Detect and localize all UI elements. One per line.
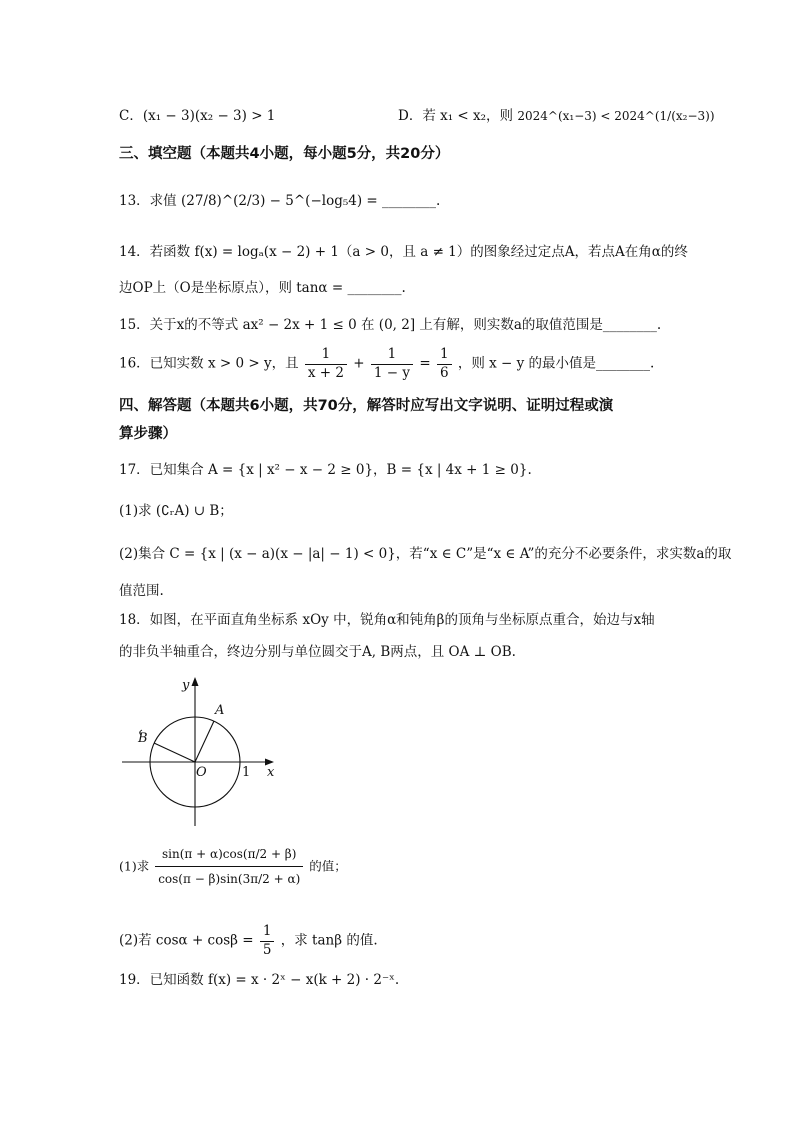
segment-oa xyxy=(195,721,214,762)
question-17-part2-line2: 值范围. xyxy=(119,583,164,599)
question-16-suffix: ，则 x − y 的最小值是________. xyxy=(457,355,655,372)
label-b: B xyxy=(138,731,148,746)
question-17-part1: (1)求 (∁ᵣA) ∪ B； xyxy=(119,503,233,519)
question-17-stem: 17．已知集合 A = {x | x² − x − 2 ≥ 0}，B = {x | 4x + 1 ≥ 0}. xyxy=(119,462,532,478)
section-4-title-line1: 四、解答题（本题共6小题，共70分，解答时应写出文字说明、证明过程或演 xyxy=(119,398,614,414)
label-one: 1 xyxy=(242,765,251,780)
section-3-title: 三、填空题（本题共4小题，每小题5分，共20分） xyxy=(119,146,450,162)
question-19: 19．已知函数 f(x) = x · 2ˣ − x(k + 2) · 2⁻ˣ. xyxy=(119,972,400,988)
label-a: A xyxy=(215,703,225,718)
y-axis-arrow xyxy=(192,677,199,686)
unit-circle-figure xyxy=(118,672,288,832)
question-18-part2 xyxy=(119,925,378,957)
question-18-line1: 18．如图，在平面直角坐标系 xOy 中，锐角α和钝角β的顶角与坐标原点重合，始边与x轴 xyxy=(119,612,655,628)
question-18-part1 xyxy=(119,848,347,885)
question-15: 15．关于x的不等式 ax² − 2x + 1 ≤ 0 在 (0, 2] 上有解，则实数a的取值范围是________. xyxy=(119,317,662,333)
segment-ob xyxy=(154,743,195,762)
label-x: x xyxy=(267,765,275,780)
question-18-line2: 的非负半轴重合，终边分别与单位圆交于A, B两点，且 OA ⊥ OB. xyxy=(119,644,516,660)
question-16-prefix: 16．已知实数 x > 0 > y，且 xyxy=(119,355,299,372)
fraction-1: $\frac{1}{x + 2}$ xyxy=(305,348,347,380)
option-d-prefix: D．若 x₁ < x₂，则 xyxy=(398,108,514,124)
question-18-part2-suffix: ，求 tanβ 的值. xyxy=(280,932,378,949)
question-13: 13．求值 (27/8)^(2/3) − 5^(−log₅4) = ________. xyxy=(119,193,441,209)
question-18-part2-prefix: (2)若 cosα + cosβ = xyxy=(119,932,254,949)
question-14-line2: 边OP上（O是坐标原点），则 tanα = ________. xyxy=(119,280,406,296)
fraction-2: $\frac{1}{1 - y}$ xyxy=(371,348,413,380)
question-14-line1: 14．若函数 f(x) = logₐ(x − 2) + 1（a > 0，且 a ≠ 1）的图象经过定点A，若点A在角α的终 xyxy=(119,244,688,260)
label-o: O xyxy=(196,765,207,780)
section-4-title-line2: 算步骤） xyxy=(119,426,177,442)
question-18-part1-suffix: 的值； xyxy=(309,858,347,874)
option-c: C．(x₁ − 3)(x₂ − 3) > 1 xyxy=(119,108,276,124)
fraction-3: $\frac{1}{6}$ xyxy=(437,348,452,380)
question-18-part1-fraction: $\frac{\sin(\pi + \alpha)\cos(\pi/2 + \beta)}{\cos(\pi - \beta)\sin(3\pi/2 + \alpha)}$ xyxy=(155,848,303,885)
label-y: y xyxy=(182,678,190,693)
option-d xyxy=(398,110,715,124)
option-d-expr: 2024^(x₁−3) < 2024^(1/(x₂−3)) xyxy=(517,109,715,123)
question-17-part2-line1: (2)集合 C = {x | (x − a)(x − |a| − 1) < 0}，若“x ∈ C”是“x ∈ A”的充分不必要条件，求实数a的取 xyxy=(119,546,732,562)
question-18-part2-fraction: $\frac{1}{5}$ xyxy=(260,925,275,957)
question-16: 16．已知实数 x > 0 > y，且 $\frac{1}{x + 2}$ + $\frac{1}{1 - y}$ = $\frac{1}{6}$ ，则 x − y 的最小值是________. xyxy=(119,346,655,381)
question-18-part1-prefix: (1)求 xyxy=(119,858,150,874)
